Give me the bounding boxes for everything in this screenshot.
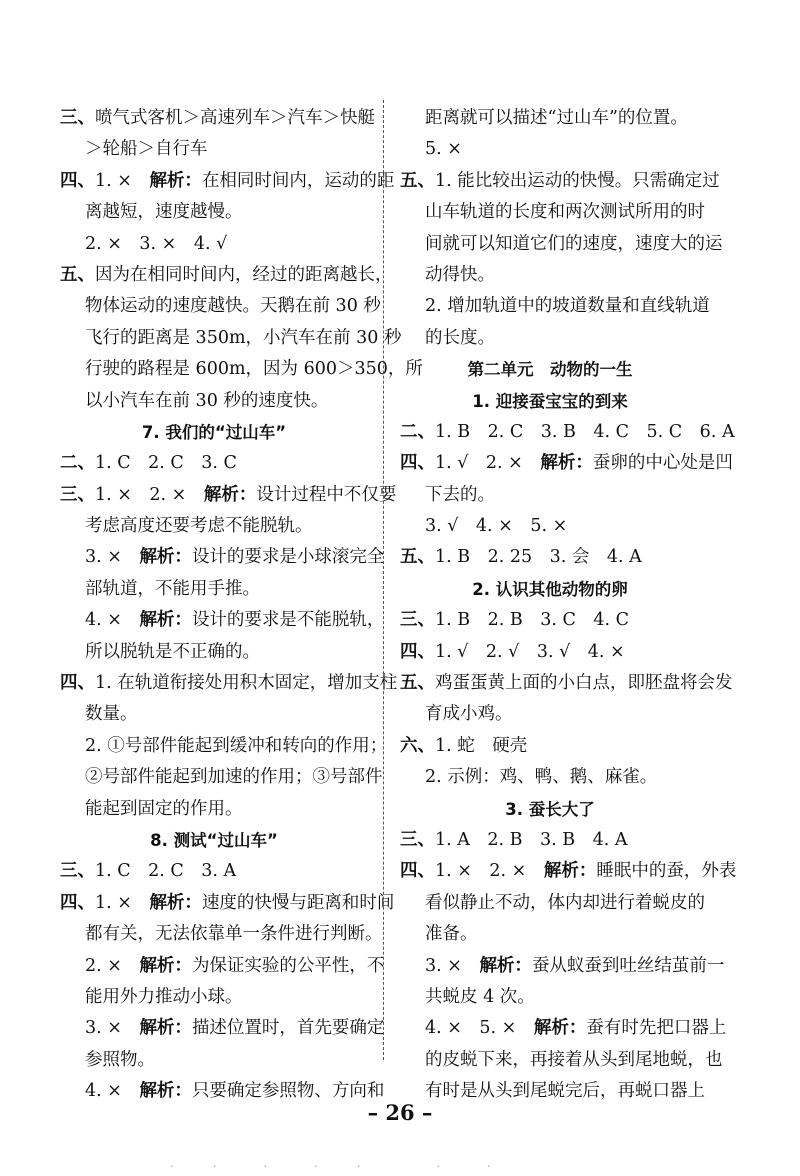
answer-line: 的长度。	[425, 327, 495, 348]
answer-line: 所以脱轨是不正确的。	[85, 641, 260, 662]
answer-line: 准备。	[425, 924, 478, 945]
answer-line: 3. × 解析：蚕从蚁蚕到吐丝结茧前一	[425, 955, 725, 976]
scan-artifact-marks: · · · · · · ·	[170, 1160, 509, 1170]
section-heading: 1. 迎接蚕宝宝的到来	[472, 391, 628, 411]
explanation-label: 解析：	[149, 892, 202, 913]
explanation-label: 解析：	[139, 547, 192, 568]
question-section-prefix: 四、	[60, 170, 95, 191]
answer-line: 三、喷气式客机＞高速列车＞汽车＞快艇	[60, 108, 375, 128]
explanation-label: 解析：	[533, 1018, 587, 1039]
answer-line: 间就可以知道它们的速度，速度大的运	[425, 233, 723, 254]
answer-line: 离越短，速度越慢。	[85, 202, 243, 223]
question-section-prefix: 四、	[60, 673, 95, 694]
answer-line: 2. × 3. × 4. √	[85, 233, 228, 254]
answer-line: 看似静止不动，体内却进行着蜕皮的	[425, 892, 705, 913]
answer-line: 部轨道，不能用手推。	[85, 578, 260, 599]
question-section-prefix: 二、	[60, 453, 95, 474]
question-section-prefix: 四、	[400, 453, 435, 474]
answer-line: 二、1. B 2. C 3. B 4. C 5. C 6. A	[400, 421, 735, 442]
question-section-prefix: 三、	[400, 610, 435, 631]
answer-line: ＞轮船＞自行车	[85, 139, 208, 160]
answer-line: 五、1. 能比较出运动的快慢。只需确定过	[400, 170, 720, 191]
answer-line: 能用外力推动小球。	[85, 986, 243, 1007]
section-heading: 3. 蚕长大了	[505, 799, 595, 819]
section-heading: 7. 我们的“过山车”	[141, 422, 287, 442]
answer-line: 4. × 5. × 解析：蚕有时先把口器上	[425, 1018, 727, 1039]
answer-line: 的皮蜕下来，再接着从头到尾地蜕，也	[425, 1049, 723, 1070]
question-section-prefix: 二、	[400, 421, 435, 442]
answer-line: 4. × 解析：只要确定参照物、方向和	[85, 1081, 385, 1102]
explanation-label: 解析：	[139, 955, 192, 976]
left-column	[60, 103, 423, 1108]
section-heading: 8. 测试“过山车”	[150, 830, 278, 850]
answer-line: 三、1. × 2. × 解析：设计过程中不仅要	[60, 484, 397, 505]
answer-line: 2. 示例：鸡、鸭、鹅、麻雀。	[425, 767, 658, 788]
answer-line: 考虑高度还要考虑不能脱轨。	[85, 516, 313, 537]
answer-line: 物体运动的速度越快。天鹅在前 30 秒	[85, 296, 381, 317]
answer-line: 行驶的路程是 600m，因为 600＞350，所	[85, 359, 423, 380]
answer-line: 4. × 解析：设计的要求是不能脱轨，	[85, 610, 385, 631]
explanation-label: 解析：	[149, 170, 202, 191]
question-section-prefix: 三、	[400, 829, 435, 850]
answer-line: 四、1. √ 2. × 解析：蚕卵的中心处是凹	[400, 453, 733, 474]
question-section-prefix: 六、	[400, 735, 435, 756]
question-section-prefix: 三、	[60, 108, 95, 128]
answer-line: 飞行的距离是 350m，小汽车在前 30 秒	[85, 327, 402, 348]
question-section-prefix: 三、	[60, 484, 95, 505]
question-section-prefix: 三、	[60, 861, 95, 882]
answer-line: 三、1. C 2. C 3. A	[60, 861, 237, 882]
question-section-prefix: 四、	[400, 861, 435, 882]
answer-line: 距离就可以描述“过山车”的位置。	[425, 108, 688, 128]
answer-line: 四、1. × 2. × 解析：睡眠中的蚕，外表	[400, 861, 737, 882]
question-section-prefix: 四、	[60, 892, 95, 913]
question-section-prefix: 四、	[400, 641, 435, 662]
answer-line: 能起到固定的作用。	[85, 798, 243, 819]
column-divider	[383, 100, 384, 1060]
answer-line: 五、因为在相同时间内，经过的距离越长，	[60, 264, 393, 285]
answer-line: 3. √ 4. × 5. ×	[425, 516, 568, 537]
explanation-label: 解析：	[139, 610, 192, 631]
answer-line: 2. 增加轨道中的坡道数量和直线轨道	[425, 296, 710, 317]
answer-line: ②号部件能起到加速的作用；③号部件	[85, 767, 383, 788]
answer-line: 共蜕皮 4 次。	[425, 986, 535, 1007]
answer-line: 育成小鸡。	[425, 704, 513, 725]
answer-line: 2. × 解析：为保证实验的公平性，不	[85, 955, 385, 976]
answer-line: 四、1. × 解析：在相同时间内，运动的距	[60, 170, 395, 191]
answer-line: 四、1. 在轨道衔接处用积木固定，增加支柱	[60, 673, 398, 694]
question-section-prefix: 五、	[400, 673, 435, 694]
answer-line: 5. ×	[425, 139, 462, 160]
answer-line: 数量。	[85, 704, 138, 725]
explanation-label: 解析：	[479, 955, 532, 976]
section-heading: 第二单元 动物的一生	[467, 360, 633, 380]
explanation-label: 解析：	[203, 484, 257, 505]
answer-line: 山车轨道的长度和两次测试所用的时	[425, 202, 705, 223]
explanation-label: 解析：	[139, 1081, 192, 1102]
explanation-label: 解析：	[540, 453, 593, 474]
answer-line: 有时是从头到尾蜕完后，再蜕口器上	[425, 1081, 705, 1102]
answer-line: 五、鸡蛋蛋黄上面的小白点，即胚盘将会发	[400, 673, 733, 694]
answer-line: 动得快。	[425, 264, 495, 285]
answer-line: 下去的。	[425, 484, 495, 505]
answer-line: 三、1. B 2. B 3. C 4. C	[400, 610, 630, 631]
answer-line: 六、1. 蛇 硬壳	[400, 735, 528, 756]
answer-line: 3. × 解析：描述位置时，首先要确定	[85, 1018, 385, 1039]
answer-line: 二、1. C 2. C 3. C	[60, 453, 237, 474]
question-section-prefix: 五、	[60, 264, 95, 285]
right-column	[400, 103, 737, 1108]
explanation-label: 解析：	[543, 861, 597, 882]
answer-line: 四、1. × 解析：速度的快慢与距离和时间	[60, 892, 395, 913]
answer-line: 都有关，无法依靠单一条件进行判断。	[85, 924, 383, 945]
answer-line: 参照物。	[85, 1049, 155, 1070]
answer-line: 三、1. A 2. B 3. B 4. A	[400, 829, 628, 850]
question-section-prefix: 五、	[400, 547, 435, 568]
answer-line: 以小汽车在前 30 秒的速度快。	[85, 390, 329, 411]
answer-line: 3. × 解析：设计的要求是小球滚完全	[85, 547, 385, 568]
answer-line: 四、1. √ 2. √ 3. √ 4. ×	[400, 641, 625, 662]
section-heading: 2. 认识其他动物的卵	[472, 579, 628, 599]
page-number: – 26 –	[367, 1100, 433, 1125]
answer-line: 2. ①号部件能起到缓冲和转向的作用；	[85, 735, 388, 756]
answer-line: 五、1. B 2. 25 3. 会 4. A	[400, 547, 642, 568]
question-section-prefix: 五、	[400, 170, 435, 191]
explanation-label: 解析：	[139, 1018, 192, 1039]
